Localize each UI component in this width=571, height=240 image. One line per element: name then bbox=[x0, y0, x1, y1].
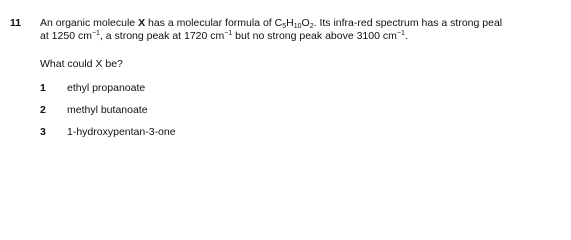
question-number: 11 bbox=[10, 17, 22, 29]
stem-text: An organic molecule bbox=[40, 17, 139, 29]
stem-text: . Its infra-red spectrum has a strong peal bbox=[313, 17, 503, 29]
question-prompt: What could X be? bbox=[40, 58, 123, 70]
stem-text: at 1250 cm bbox=[40, 30, 92, 42]
stem-text: , a strong peak at 1720 cm bbox=[99, 30, 225, 42]
formula-subscript: 2 bbox=[309, 23, 314, 30]
option-text: methyl butanoate bbox=[67, 104, 148, 116]
option-number: 2 bbox=[40, 104, 46, 116]
option-text: 1-hydroxypentan-3-one bbox=[67, 126, 176, 138]
stem-text: but no strong peak above 3100 cm bbox=[232, 30, 397, 42]
formula-element: O bbox=[301, 17, 310, 29]
stem-text: has a molecular formula of bbox=[145, 17, 275, 29]
option-number: 3 bbox=[40, 126, 46, 138]
unit-superscript: −1 bbox=[396, 30, 405, 37]
stem-line-2 bbox=[40, 30, 570, 43]
option-text: ethyl propanoate bbox=[67, 82, 146, 94]
molecule-label: X bbox=[138, 17, 146, 29]
stem-line-1 bbox=[40, 17, 570, 30]
formula-element: C bbox=[274, 17, 283, 29]
molecular-formula bbox=[275, 17, 314, 29]
option-number: 1 bbox=[40, 82, 46, 94]
question-stem bbox=[40, 17, 570, 43]
stem-text: . bbox=[404, 30, 408, 42]
formula-subscript: 10 bbox=[293, 23, 302, 30]
formula-subscript: 5 bbox=[282, 23, 287, 30]
unit-superscript: −1 bbox=[91, 30, 100, 37]
unit-superscript: −1 bbox=[224, 30, 233, 37]
formula-element: H bbox=[286, 17, 294, 29]
